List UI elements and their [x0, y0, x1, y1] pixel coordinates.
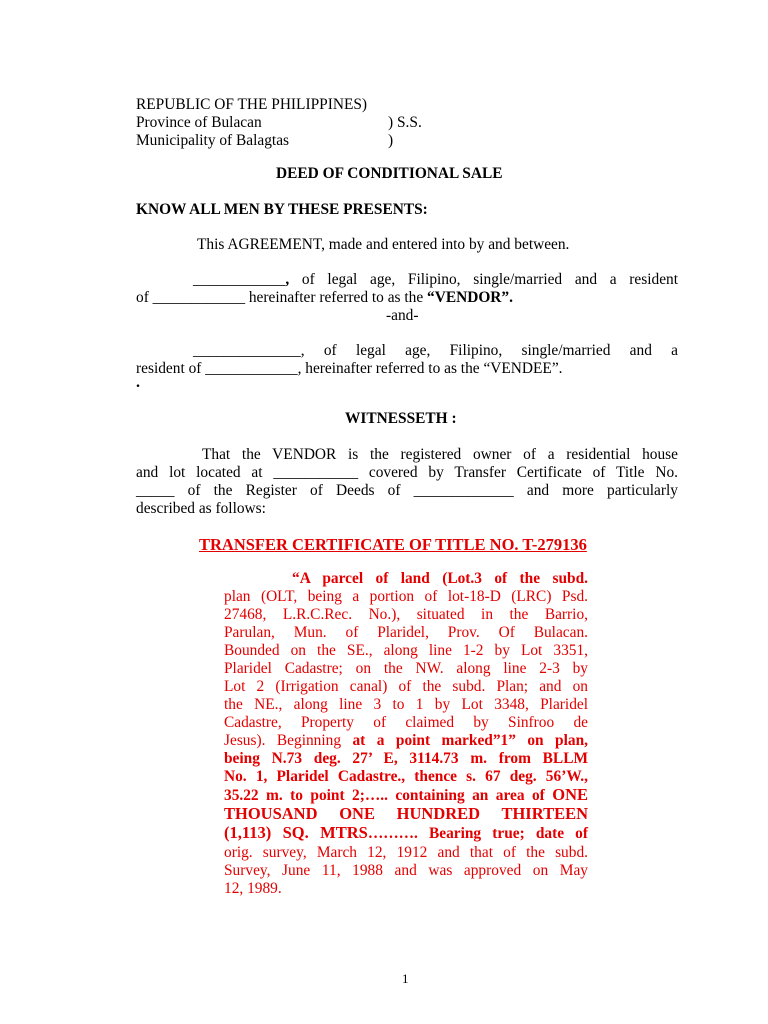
desc-line-6: Plaridel Cadastre; on the NW. along line 2-3 by [224, 660, 588, 677]
caption-province: Province of Bulacan [136, 114, 262, 131]
desc-line-18: 12, 1989. [224, 880, 282, 897]
agreement-intro: This AGREEMENT, made and entered into by and between. [197, 236, 570, 253]
desc-line-8: the NE., along line 3 to 1 by Lot 3348, Plaridel [224, 696, 588, 713]
witnesseth-heading: WITNESSETH : [345, 410, 457, 427]
caption-ss: ) S.S. [388, 114, 422, 131]
vendor-line-1 [193, 271, 678, 289]
desc-line-1: “A parcel of land (Lot.3 of the subd. [292, 570, 588, 587]
desc-line-7: Lot 2 (Irrigation canal) of the subd. Plan; and on [224, 678, 588, 695]
tct-heading: TRANSFER CERTIFICATE OF TITLE NO. T-279136 [199, 535, 587, 554]
desc-line-15: (1,113) SQ. MTRS………. Bearing true; date of [224, 823, 589, 842]
desc-line-13: 35.22 m. to point 2;….. containing an area of ONE [224, 785, 588, 804]
desc-line-17: Survey, June 11, 1988 and was approved on May [224, 862, 588, 879]
desc-line-10: Jesus). Beginning at a point marked”1” on plan, [224, 732, 588, 749]
vendor-description: of legal age, Filipino, single/married and a resident [289, 271, 678, 288]
vendor-line-2 [136, 289, 513, 307]
vendor-name-blank: ____________ [193, 271, 286, 288]
desc-line-12: No. 1, Plaridel Cadastre., thence s. 67 deg. 56’W., [224, 768, 588, 785]
owner-line-4: described as follows: [136, 500, 266, 517]
desc-line-5: Bounded on the SE., along line 1-2 by Lot 3351, [224, 642, 588, 659]
bullet-dot: . [136, 374, 140, 391]
caption-republic: REPUBLIC OF THE PHILIPPINES) [136, 96, 368, 113]
know-all-heading: KNOW ALL MEN BY THESE PRESENTS: [136, 201, 428, 218]
desc-line-16: orig. survey, March 12, 1912 and that of the subd. [224, 844, 588, 861]
deed-title: DEED OF CONDITIONAL SALE [276, 165, 503, 182]
page-number: 1 [402, 971, 409, 986]
desc-line-11: being N.73 deg. 27’ E, 3114.73 m. from BLLM [224, 750, 588, 767]
desc-line-4: Parulan, Mun. of Plaridel, Prov. Of Bulacan. [224, 624, 588, 641]
owner-line-1: That the VENDOR is the registered owner of a residential house [202, 446, 678, 463]
and-separator: -and- [386, 307, 419, 324]
vendor-residence: of ____________ hereinafter referred to as the [136, 289, 428, 306]
caption-municipality: Municipality of Balagtas [136, 132, 290, 149]
vendee-line-2: resident of ____________, hereinafter referred to as the “VENDEE”. [136, 360, 563, 377]
vendor-comma: , [285, 271, 290, 288]
vendee-line-1: ______________, of legal age, Filipino, single/married and a [193, 342, 678, 359]
owner-line-2: and lot located at ___________ covered by Transfer Certificate of Title No. [136, 464, 678, 481]
owner-line-3: _____ of the Register of Deeds of _____________ and more particularly [136, 482, 678, 499]
desc-line-14: THOUSAND ONE HUNDRED THIRTEEN [224, 804, 588, 823]
desc-line-2: plan (OLT, being a portion of lot-18-D (LRC) Psd. [224, 588, 588, 605]
vendor-role: “VENDOR”. [427, 289, 513, 306]
desc-line-9: Cadastre, Property of claimed by Sinfroo de [224, 714, 588, 731]
caption-paren: ) [388, 132, 394, 149]
desc-line-3: 27468, L.R.C.Rec. No.), situated in the Barrio, [224, 606, 588, 623]
